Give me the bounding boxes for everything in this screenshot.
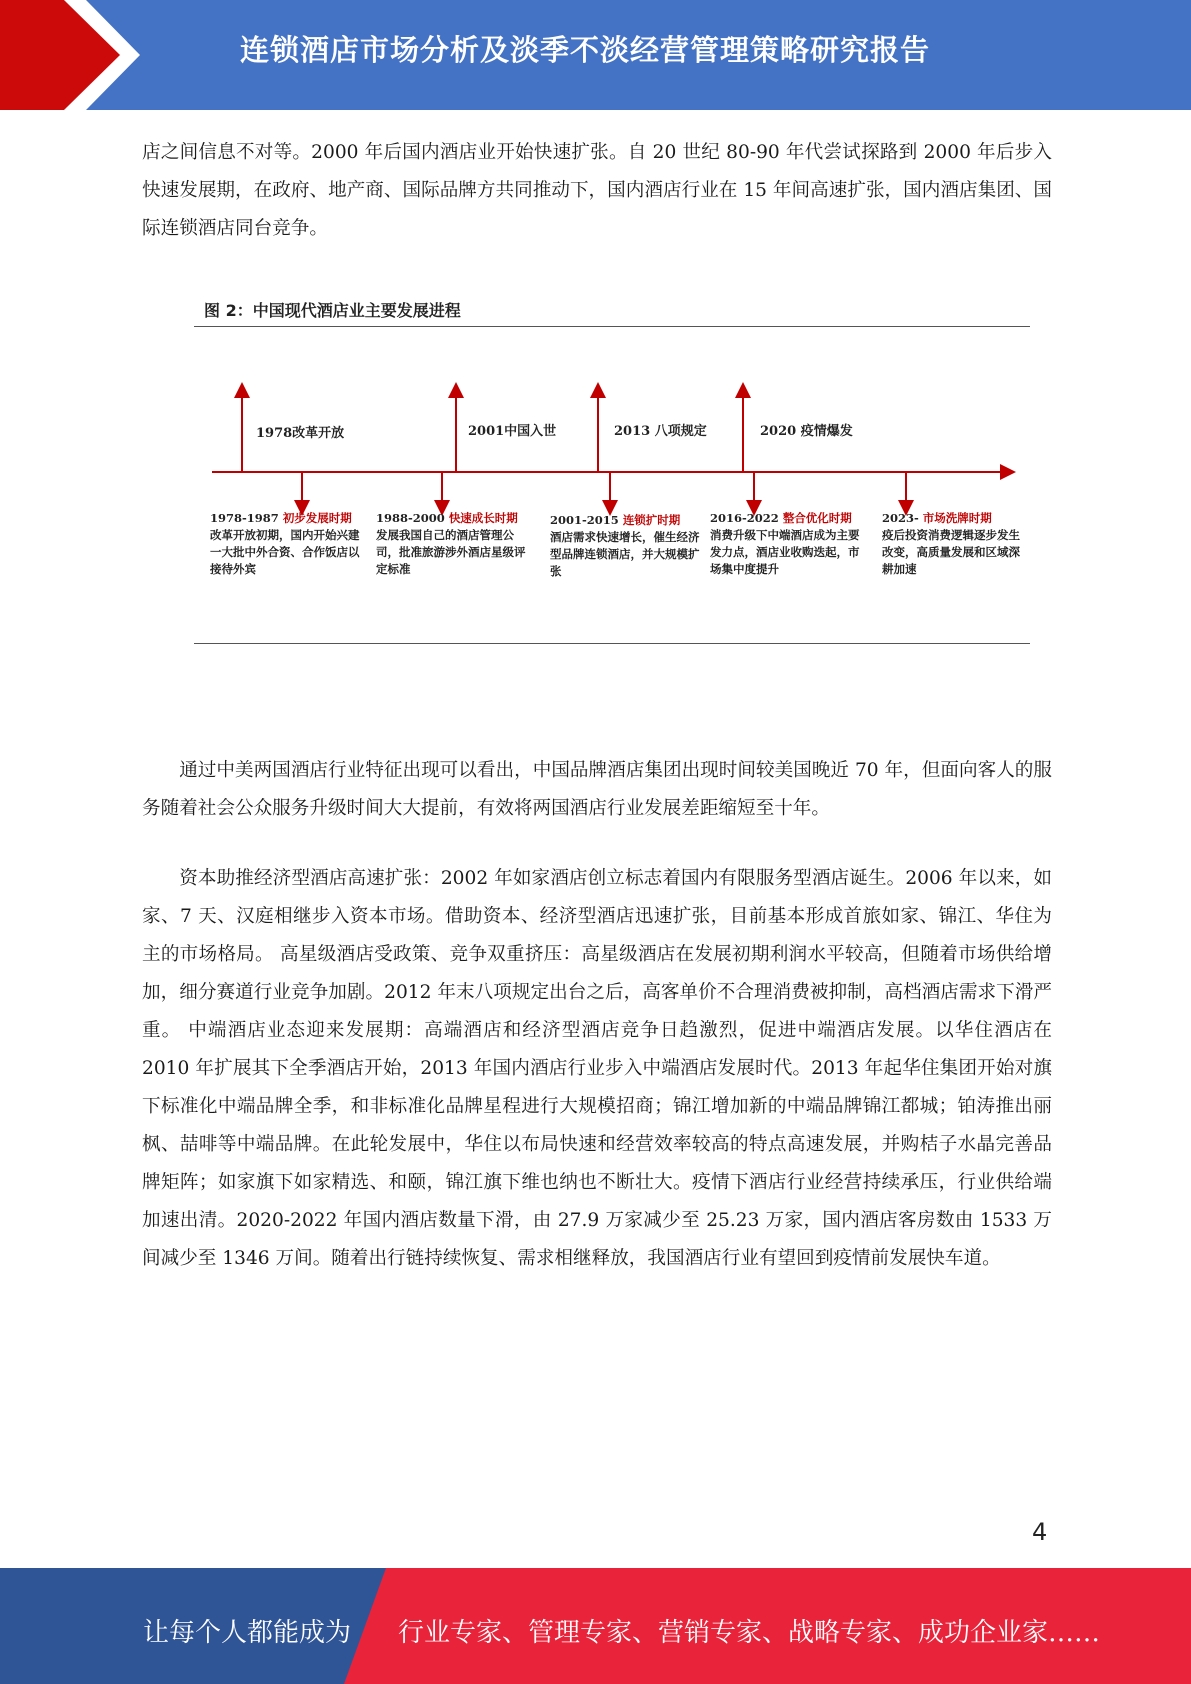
timeline-figure (190, 290, 1040, 650)
period-block-1 (210, 510, 370, 578)
figure-bottom-rule (194, 643, 1030, 644)
body-paragraph-2: 通过中美两国酒店行业特征出现可以看出，中国品牌酒店集团出现时间较美国晚近 70 年，但面向客人的服务随着社会公众服务升级时间大大提前，有效将两国酒店行业发展差距缩短至十年。 (142, 760, 1052, 819)
body-paragraph-3: 资本助推经济型酒店高速扩张：2002 年如家酒店创立标志着国内有限服务型酒店诞生。2006 年以来，如家、7 天、汉庭相继步入资本市场。借助资本、经济型酒店迅速扩张，目前基本形成首旅如家、锦江、华住为主的市场格局。 高星级酒店受政策、竞争双重挤压：高星级酒店在发展初期利润水平较高，但随着市场供给增加，细分赛道行业竞争加剧。2012 年末八项规定出台之后，高客单价不合理消费被抑制，高档酒店需求下滑严重。 中端酒店业态迎来发展期：高端酒店和经济型酒店竞争日趋激烈，促进中端酒店发展。以华住酒店在 2010 年扩展其下全季酒店开始，2013 年国内酒店行业步入中端酒店发展时代。2013 年起华住集团开始对旗下标准化中端品牌全季，和非标准化品牌星程进行大规模招商；锦江增加新的中端品牌锦江都城；铂涛推出丽枫、喆啡等中端品牌。在此轮发展中，华住以布局快速和经营效率较高的特点高速发展，并购桔子水晶完善品牌矩阵；如家旗下如家精选、和颐，锦江旗下维也纳也不断壮大。疫情下酒店行业经营持续承压，行业供给端加速出清。2020-2022 年国内酒店数量下滑，由 27.9 万家减少至 25.23 万家，国内酒店客房数由 1533 万间减少至 1346 万间。随着出行链持续恢复、需求相继释放，我国酒店行业有望回到疫情前发展快车道。 (142, 868, 1052, 1269)
period-name: 连锁扩时期 (622, 513, 681, 527)
body-paragraph-1: 店之间信息不对等。2000 年后国内酒店业开始快速扩张。自 20 世纪 80-90 年代尝试探路到 2000 年后步入快速发展期，在政府、地产商、国际品牌方共同推动下，国内酒店行业在 15 年间高速扩张，国内酒店集团、国际连锁酒店同台竞争。 (142, 142, 1052, 239)
page-number: 4 (1032, 1518, 1048, 1546)
report-title: 连锁酒店市场分析及淡季不淡经营管理策略研究报告 (240, 33, 931, 67)
period-block-5 (882, 510, 1022, 578)
period-name: 整合优化时期 (782, 511, 852, 525)
period-name: 初步发展时期 (282, 511, 352, 525)
period-desc: 疫后投资消费逻辑逐步发生改变，高质量发展和区域深耕加速 (882, 528, 1020, 576)
page-footer (0, 1568, 1191, 1684)
period-name: 快速成长时期 (448, 511, 518, 525)
period-years: 2023- (882, 511, 919, 525)
period-name: 市场洗牌时期 (922, 511, 992, 525)
event-label-2013: 2013 八项规定 (614, 424, 707, 439)
event-label-2020: 2020 疫情爆发 (760, 424, 853, 439)
period-desc: 发展我国自己的酒店管理公司，批准旅游涉外酒店星级评定标准 (376, 528, 526, 576)
page-header (0, 0, 1191, 110)
period-years: 2001-2015 (550, 513, 619, 527)
period-years: 1978-1987 (210, 511, 279, 525)
chevron-logo-icon (0, 0, 160, 110)
period-block-2 (376, 510, 536, 578)
period-block-3 (550, 512, 700, 580)
figure-title: 图 2：中国现代酒店业主要发展进程 (204, 301, 461, 320)
period-years: 2016-2022 (710, 511, 779, 525)
timeline-diagram (190, 290, 1040, 650)
period-desc: 酒店需求快速增长，催生经济型品牌连锁酒店，并大规模扩张 (550, 530, 700, 578)
footer-slogan-left: 让每个人都能成为 (143, 1618, 352, 1648)
event-label-1978: 1978改革开放 (256, 426, 345, 441)
footer-slogan-right: 行业专家、管理专家、营销专家、战略专家、成功企业家…… (398, 1618, 1101, 1648)
event-label-2001: 2001中国入世 (468, 424, 557, 439)
period-desc: 消费升级下中端酒店成为主要发力点，酒店业收购迭起，市场集中度提升 (710, 528, 860, 576)
period-desc: 改革开放初期，国内开始兴建一大批中外合资、合作饭店以接待外宾 (210, 528, 360, 576)
period-years: 1988-2000 (376, 511, 445, 525)
period-block-4 (710, 510, 860, 578)
